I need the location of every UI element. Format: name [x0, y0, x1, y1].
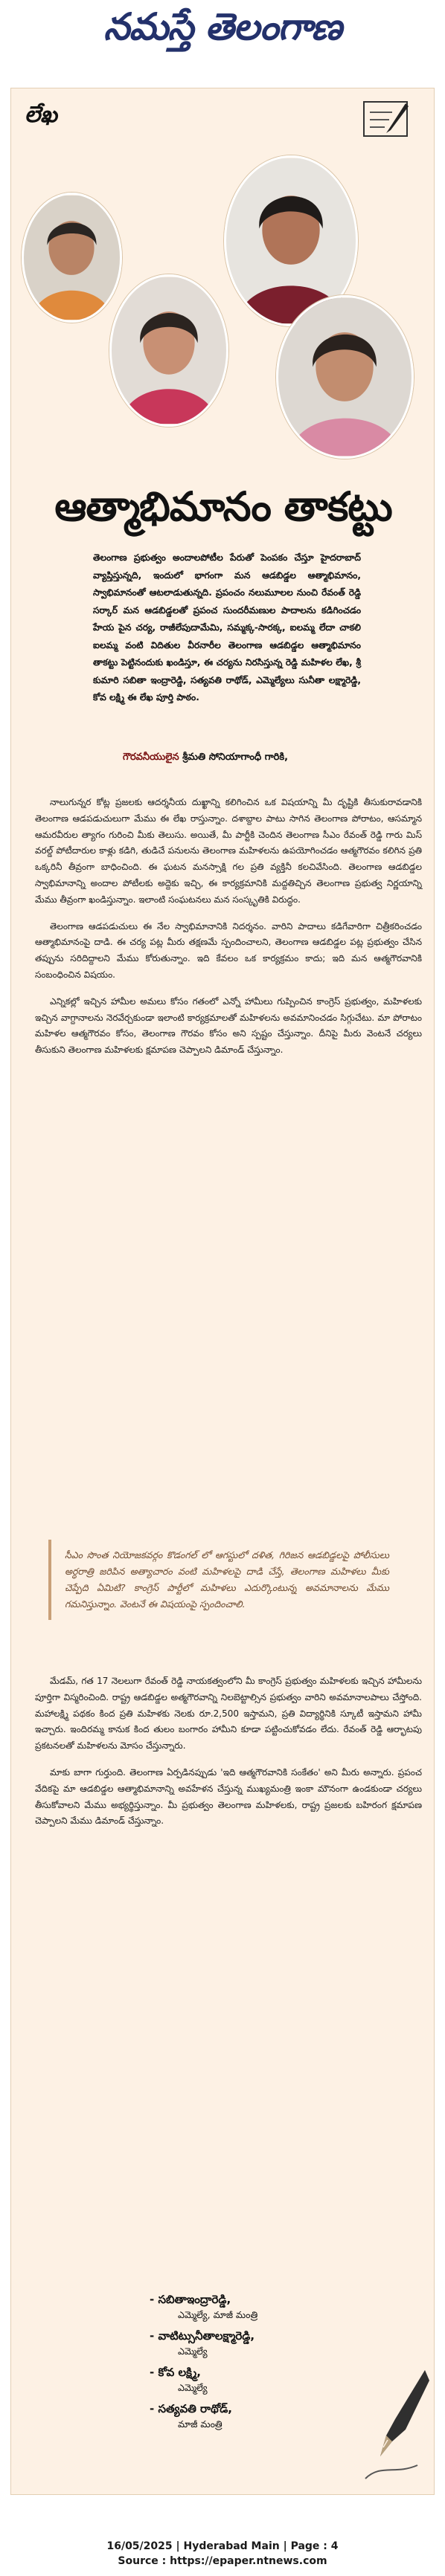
- pull-quote: సీఎం సొంత నియోజకవర్గం కొడంగల్ లో ఆగస్టులో దళిత, గిరిజన ఆడబిడ్డలపై పోలీసులు అర్ధరాత్రి జరిపిన అత్యాచారం వంటి మహిళలపై దాడి చేస్తే, తెలంగాణ మహిళలు మీకు చెప్పేది ఏమిటి? కాంగ్రెస్ పార్టీలో మహిళలు ఎదుర్కొంటున్న అవమానాలను మేము గమనిస్తున్నాం. వెంటనే ఈ విషయంపై స్పందించాలి.: [48, 1540, 398, 1620]
- masthead-title: నమస్తే తెలంగాణ: [103, 4, 342, 48]
- portrait-photo: [109, 274, 228, 427]
- article-body: [35, 795, 422, 1069]
- signatory: [150, 2366, 373, 2396]
- portrait-photo: [276, 295, 414, 459]
- signatory-name: - వాటిట్సునీతాలక్ష్మారెడ్డి,: [150, 2329, 255, 2343]
- salutation-prefix: గౌరవనీయులైన: [123, 752, 179, 763]
- article-headline: ఆత్మాభిమానం తాకట్టు: [54, 482, 392, 530]
- body-paragraph: ఎన్నికల్లో ఇచ్చిన హామీల అమలు కోసం గతంలో ఎన్నో హామీలు గుప్పించిన కాంగ్రెస్ ప్రభుత్వం, మహిళలకు ఇచ్చిన వాగ్దానాలను నెరవేర్చకుండా ఇలాంటి కార్యక్రమాలతో మహిళలను అవమానించడం సిగ్గుచేటు. మా పోరాటం మహిళల ఆత్మగౌరవం కోసం, తెలంగాణ గౌరవం కోసం అని స్పష్టం చేస్తున్నాం. దీనిపై మీరు వెంటనే చర్యలు తీసుకుని తెలంగాణ మహిళలకు క్షమాపణ చెప్పాలని డిమాండ్ చేస్తున్నాం.: [35, 995, 422, 1056]
- signatory: [150, 2329, 373, 2360]
- body-paragraph: నాలుగున్నర కోట్ల ప్రజలకు ఆదర్శనీయ దుఖ్ఖాన్ని కలిగించిన ఒక విషయాన్ని మీ దృష్టికి తీసుకురావడానికి తెలంగాణ ఆడపడుచులుగా మేము ఈ లేఖ రాస్తున్నాం. దశాబ్దాల పాటు సాగిన తెలంగాణ పోరాటం, ఆసమ్మాన ఆమరవీరుల త్యాగం గురించి మీకు తెలుసు. అయితే, మీ పార్టీకి చెందిన తెలంగాణ సీఎం రేవంత్ రెడ్డి గారు మిస్ వరల్డ్ పోటీదారుల కాళ్లు కడిగి, తుడిచే పనులను తెలంగాణ మహిళలను ఉపయోగించడం ఆత్మగౌరవం కలిగిన ప్రతి ఒక్కరినీ తీవ్రంగా బాధించింది. ఈ ఘటన మనస్సాక్షి గల ప్రతి వ్యక్తినీ కలచివేసింది. తెలంగాణ ఆడబిడ్డల స్వాభిమానాన్ని అందాల పోటీలకు అద్దెకు ఇచ్చి, ఈ కార్యక్రమానికి మద్దతిచ్చిన తెలంగాణ ప్రభుత్వ నిర్ణయాన్ని మేము తీవ్రంగా ఖండిస్తున్నాం. ఇలాంటి సంఘటనలు మన సంస్కృతికి విరుద్ధం.: [35, 797, 422, 905]
- masthead: [0, 0, 445, 83]
- signatories: [150, 2293, 373, 2438]
- signatory-name: - కోవ లక్ష్మి,: [150, 2366, 202, 2379]
- page-footer: [0, 2539, 445, 2569]
- signatory: [150, 2293, 373, 2323]
- portrait-image: [24, 195, 120, 320]
- body-paragraph: తెలంగాణ ఆడపడుచులు ఈ నేల స్వాభిమానానికి నిదర్శనం. వారిని పాదాలు కడిగేవారిగా చిత్రీకరించడం ఆత్మాభిమానంపై దాడి. ఈ చర్య పట్ల మీరు తక్షణమే స్పందించాలని, తెలంగాణ ఆడబిడ్డల పట్ల ప్రభుత్వం చేసిన తప్పును సరిదిద్దాలని మేము కోరుతున్నాం. ఇది కేవలం ఒక కార్యక్రమం కాదు; ఇది మన ఆత్మగౌరవానికి సంబంధించిన విషయం.: [35, 920, 422, 980]
- article-body-continued: [35, 1673, 422, 1840]
- signatory-role: ఎమ్మెల్యే: [178, 2346, 208, 2357]
- footer-dateline: 16/05/2025 | Hyderabad Main | Page : 4: [106, 2540, 339, 2552]
- body-paragraph: మాకు బాగా గుర్తుంది. తెలంగాణ ఏర్పడినప్పుడు 'ఇది ఆత్మగౌరవానికి సంకేతం' అని మీరు అన్నారు. ప్రపంచ వేదికపై మా ఆడబిడ్డల ఆత్మాభిమానాన్ని అవహేళన చేస్తున్న ముఖ్యమంత్రి ఇంకా మౌనంగా ఉండకుండా చర్యలు తీసుకోవాలని మేము అభ్యర్థిస్తున్నాం. మీ ప్రభుత్వం తెలంగాణ మహిళలకు, రాష్ట్ర ప్రజలకు బహిరంగ క్షమాపణ చెప్పాలని మేము డిమాండ్ చేస్తున్నాం.: [35, 1766, 422, 1827]
- section-label: లేఖ: [25, 102, 57, 128]
- pen-icon: [359, 99, 412, 139]
- footer-source: Source : https://epaper.ntnews.com: [118, 2555, 327, 2567]
- signatory-name: - సత్యవతి రాథోడ్,: [150, 2402, 232, 2415]
- portrait-photo: [22, 193, 122, 323]
- portrait-image: [278, 297, 412, 456]
- signatory-role: మాజీ మంత్రి: [178, 2418, 222, 2430]
- signatory-role: ఎమ్మెల్యే: [178, 2382, 208, 2393]
- article-card: [10, 88, 435, 2495]
- salutation-name: శ్రీమతి సోనియాగాంధీ గారికి,: [182, 752, 289, 763]
- signatory-role: ఎమ్మెల్యే, మాజీ మంత్రి: [178, 2309, 258, 2320]
- section-header: [25, 97, 412, 142]
- signatory-name: - సబితాఇంద్రారెడ్డి,: [150, 2293, 231, 2306]
- portrait-image: [112, 277, 226, 425]
- pen-nib-icon: [350, 2367, 432, 2486]
- body-paragraph: మేడమ్, గత 17 నెలలుగా రేవంత్ రెడ్డి నాయకత్వంలోని మీ కాంగ్రెస్ ప్రభుత్వం మహిళలకు ఇచ్చిన హామీలను పూర్తిగా విస్మరించింది. రాష్ట్ర ఆడబిడ్డల అత్మగౌరవాన్ని నిలబెట్టాల్సిన ప్రభుత్వం వారిని అవమానాలపాలు చేస్తోంది. మహాలక్ష్మి పథకం కింద ప్రతి మహిళకు నెలకు రూ.2,500 ఇస్తామని, ప్రతి విద్యార్థినికి స్కూటీ ఇస్తామని హామీ ఇచ్చారు. ఇందిరమ్మ కానుక కింద తులం బంగారం హామీని కూడా పట్టించుకోవడం లేదు. రేవంత్ రెడ్డి ఆర్భాటపు ప్రకటనలతో మహిళలను మోసం చేస్తున్నారు.: [35, 1676, 422, 1752]
- article-lede: తెలంగాణ ప్రభుత్వం అందాలపోటీల పేరుతో పెంపకం చేస్తూ హైదరాబాద్ వ్యాప్తిస్తున్నది, ఇందులో భాగంగా మన ఆడబిడ్డల ఆత్మాభిమానం, స్వాభిమానంతో ఆటలాడుతున్నది. ప్రపంచం నలుమూలల నుంచి రేవంత్ రెడ్డి సర్కార్ మన ఆడబిడ్డలతో ప్రపంచ సుందరీమణుల పాదాలను కడిగించడం హేయ పైన చర్య, రాజీలేపుదామేమి, సమ్మక్క-సారక్క, ఐలమ్మ లేదా చాకలి ఐలమ్మ వంటి విదితుల వీరనారీల తెలంగాణ ఆడబిడ్డల ఆత్మాభిమానం తాకట్టు పెట్టినందుకు ఖండిస్తూ, ఈ చర్యను నిరసిస్తున్న రెడ్డి మహిళల లేఖ, శ్రీ కుమారి సబితా ఇంద్రారెడ్డి, సత్యవతి రాథోడ్, ఎమ్మెల్యేలు సునీతా లక్ష్మారెడ్డి, కోవ లక్ష్మి ఈ లేఖ పూర్తి పాఠం.: [93, 552, 361, 703]
- signatory: [150, 2402, 373, 2433]
- salutation: [123, 752, 420, 765]
